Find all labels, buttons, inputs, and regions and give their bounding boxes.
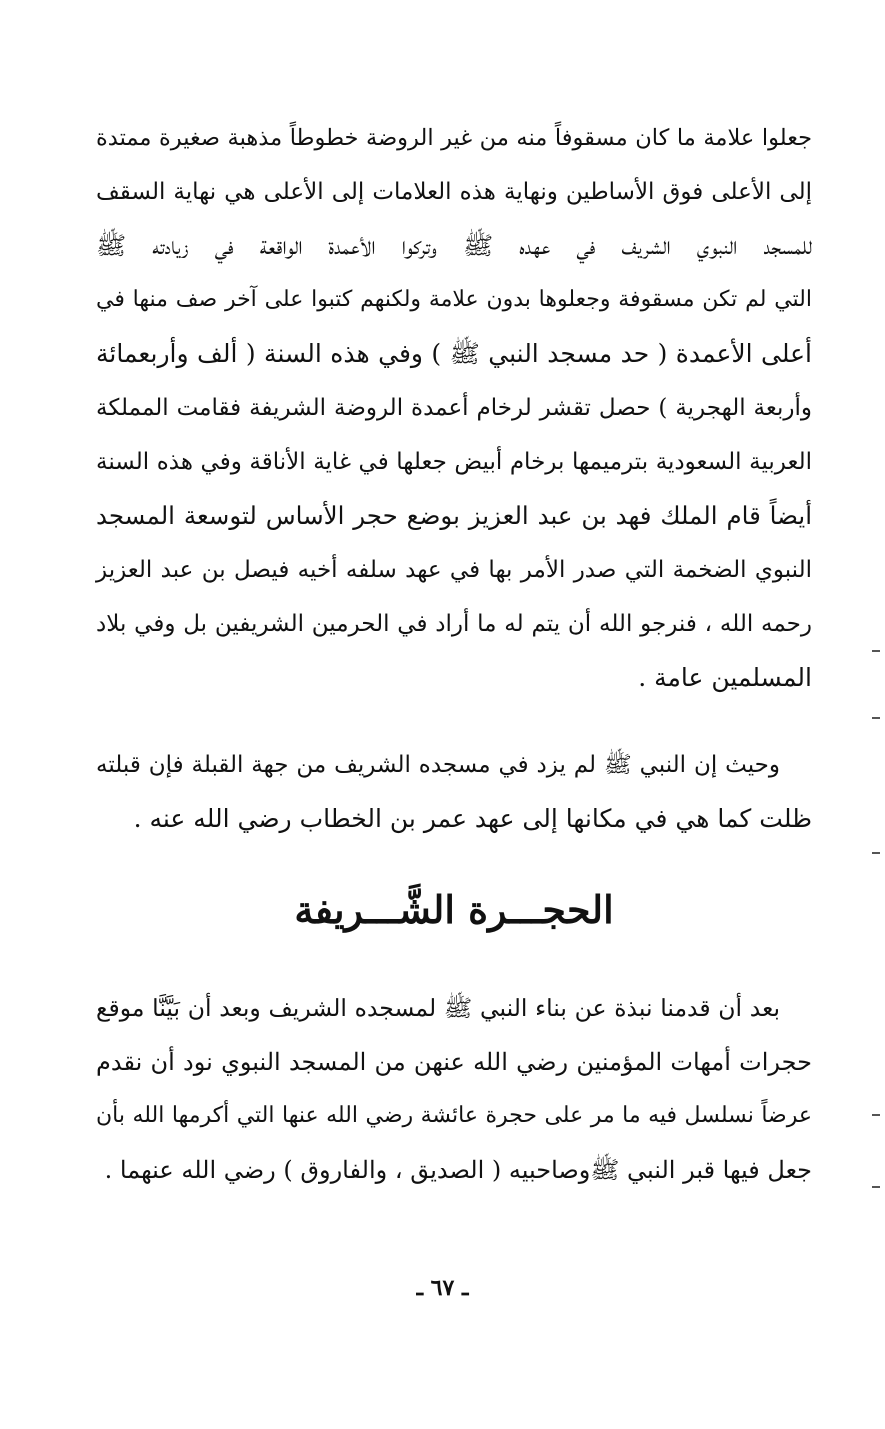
page-number: ـ ٦٧ ـ [416, 1275, 469, 1301]
text-line: وحيث إن النبي ﷺ لم يزد في مسجده الشريف من جهة القبلة فإن قبلته [96, 752, 780, 778]
text-line: المسلمين عامة . [638, 663, 812, 692]
section-heading: الحجـــرة الشَّـــريفة [294, 887, 614, 932]
margin-mark [872, 717, 880, 719]
text-line: عرضاً نسلسل فيه ما مر على حجرة عائشة رضي الله عنها التي أكرمها الله بأن [96, 1103, 812, 1128]
paragraph-noble-chamber [96, 981, 812, 1197]
text-line: حجرات أمهات المؤمنين رضي الله عنهن من المسجد النبوي نود أن نقدم [96, 1048, 812, 1076]
text-line: ظلت كما هي في مكانها إلى عهد عمر بن الخطاب رضي الله عنه . [133, 804, 812, 833]
text-line: أعلى الأعمدة ( حد مسجد النبي ﷺ ) وفي هذه السنة ( ألف وأربعمائة [96, 339, 812, 368]
text-line: جعل فيها قبر النبي ﷺوصاحبيه ( الصديق ، والفاروق ) رضي الله عنهما . [104, 1156, 812, 1184]
text-line: إلى الأعلى فوق الأساطين ونهاية هذه العلامات إلى الأعلى هي نهاية السقف [96, 179, 812, 205]
text-line: بعد أن قدمنا نبذة عن بناء النبي ﷺ لمسجده الشريف وبعد أن بَيَّنَّا موقع [96, 994, 780, 1022]
text-line: وأربعة الهجرية ) حصل تقشر لرخام أعمدة الروضة الشريفة فقامت المملكة [96, 395, 812, 421]
text-line: التي لم تكن مسقوفة وجعلوها بدون علامة ولكنهم كتبوا على آخر صف منها في [96, 287, 812, 312]
text-line: النبوي الضخمة التي صدر الأمر بها في عهد سلفه أخيه فيصل بن عبد العزيز [96, 557, 812, 583]
margin-mark [872, 852, 880, 854]
text-line: جعلوا علامة ما كان مسقوفاً منه من غير الروضة خطوطاً مذهبة صغيرة ممتدة [96, 125, 812, 151]
margin-mark [872, 1114, 880, 1116]
paragraph-qibla [96, 738, 812, 846]
margin-mark [872, 1186, 880, 1188]
text-line: رحمه الله ، فنرجو الله أن يتم له ما أراد في الحرمين الشريفين بل وفي بلاد [96, 611, 812, 637]
margin-mark [872, 650, 880, 652]
paragraph-roof-markings [96, 111, 812, 705]
text-line: للمسجد النبوي الشريف في عهده ﷺ وتركوا الأعمدة الواقعة في زيادته ﷺ [96, 231, 812, 260]
text-line: أيضاً قام الملك فهد بن عبد العزيز بوضع حجر الأساس لتوسعة المسجد [96, 501, 812, 530]
text-line: العربية السعودية بترميمها برخام أبيض جعلها في غاية الأناقة وفي هذه السنة [96, 449, 812, 475]
